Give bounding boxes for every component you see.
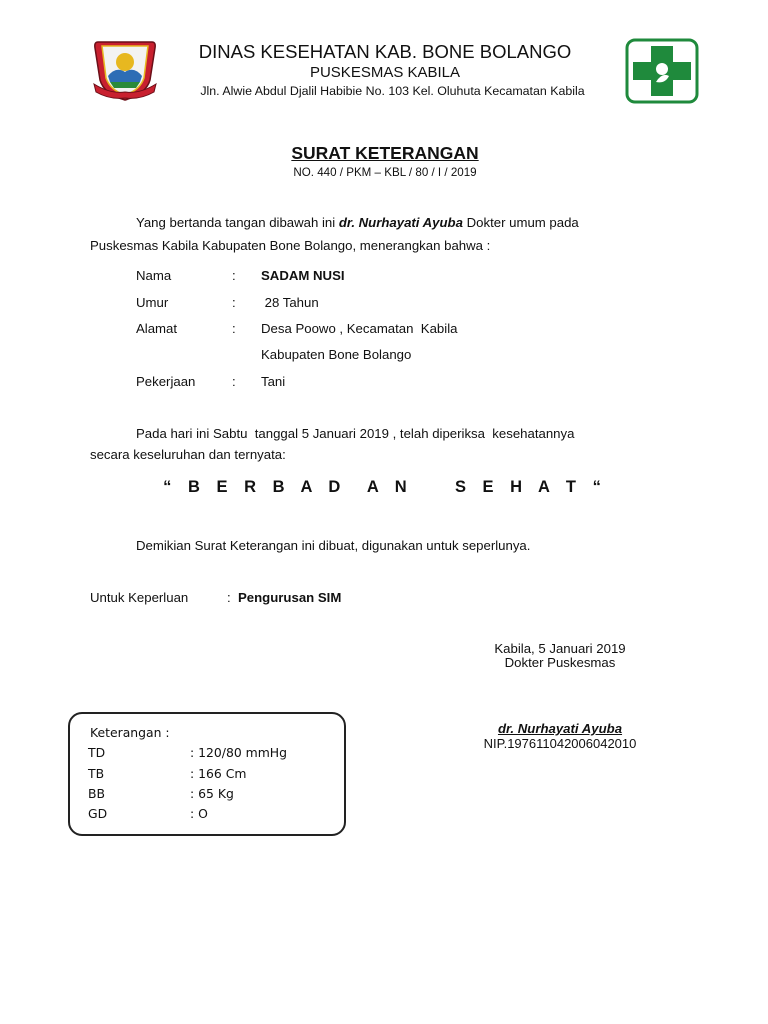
notes-label-tb: TB: [88, 766, 105, 781]
field-colon: :: [232, 268, 236, 283]
field-value-occupation: Tani: [261, 374, 286, 389]
field-colon: :: [232, 321, 236, 336]
notes-label-bb: BB: [88, 786, 106, 801]
intro-line-1: [136, 215, 579, 230]
header-address: Jln. Alwie Abdul Djalil Habibie No. 103 Kel. Oluhuta Kecamatan Kabila: [200, 84, 585, 98]
field-label-name: Nama: [136, 268, 172, 283]
field-colon: :: [232, 374, 236, 389]
intro-text-after: Dokter umum pada: [462, 215, 579, 230]
examination-notes-box: [68, 712, 346, 836]
signature-title: Dokter Puskesmas: [504, 655, 616, 670]
health-verdict: “ B E R B A D A N S E H A T “: [163, 478, 607, 496]
intro-line-2: Puskesmas Kabila Kabupaten Bone Bolango, menerangkan bahwa :: [90, 238, 491, 253]
document-title: SURAT KETERANGAN: [291, 143, 479, 163]
field-label-occupation: Pekerjaan: [136, 374, 196, 389]
signature-nip: NIP.197611042006042010: [483, 736, 637, 751]
document-number: NO. 440 / PKM – KBL / 80 / I / 2019: [293, 166, 477, 179]
exam-line-2: secara keseluruhan dan ternyata:: [90, 447, 286, 462]
signature-place-date: Kabila, 5 Januari 2019: [494, 641, 626, 656]
purpose-value: Pengurusan SIM: [238, 590, 342, 605]
field-colon: :: [232, 295, 236, 310]
intro-text-before: Yang bertanda tangan dibawah ini: [136, 215, 339, 230]
notes-heading: Keterangan :: [90, 725, 170, 740]
exam-line-1: Pada hari ini Sabtu tanggal 5 Januari 2019 , telah diperiksa kesehatannya: [136, 426, 575, 441]
field-value-name: SADAM NUSI: [261, 268, 345, 283]
field-value-address: Desa Poowo , Kecamatan Kabila: [261, 321, 458, 336]
health-center-name: PUSKESMAS KABILA: [309, 64, 461, 81]
notes-value-bb: : 65 Kg: [190, 786, 234, 801]
signature-name: dr. Nurhayati Ayuba: [497, 721, 623, 736]
agency-name: DINAS KESEHATAN KAB. BONE BOLANGO: [198, 41, 572, 62]
notes-value-td: : 120/80 mmHg: [190, 745, 287, 760]
closing-statement: Demikian Surat Keterangan ini dibuat, digunakan untuk seperlunya.: [136, 538, 531, 553]
notes-label-gd: GD: [88, 806, 108, 821]
field-label-age: Umur: [136, 295, 169, 310]
field-value-age: 28 Tahun: [261, 295, 319, 310]
field-value-address-line2: Kabupaten Bone Bolango: [261, 347, 412, 362]
purpose-colon: :: [227, 590, 231, 605]
doctor-name-inline: dr. Nurhayati Ayuba: [338, 215, 463, 230]
notes-label-td: TD: [88, 745, 106, 760]
purpose-label: Untuk Keperluan: [90, 590, 189, 605]
notes-value-gd: : O: [190, 806, 208, 821]
field-label-address: Alamat: [136, 321, 178, 336]
notes-value-tb: : 166 Cm: [190, 766, 247, 781]
